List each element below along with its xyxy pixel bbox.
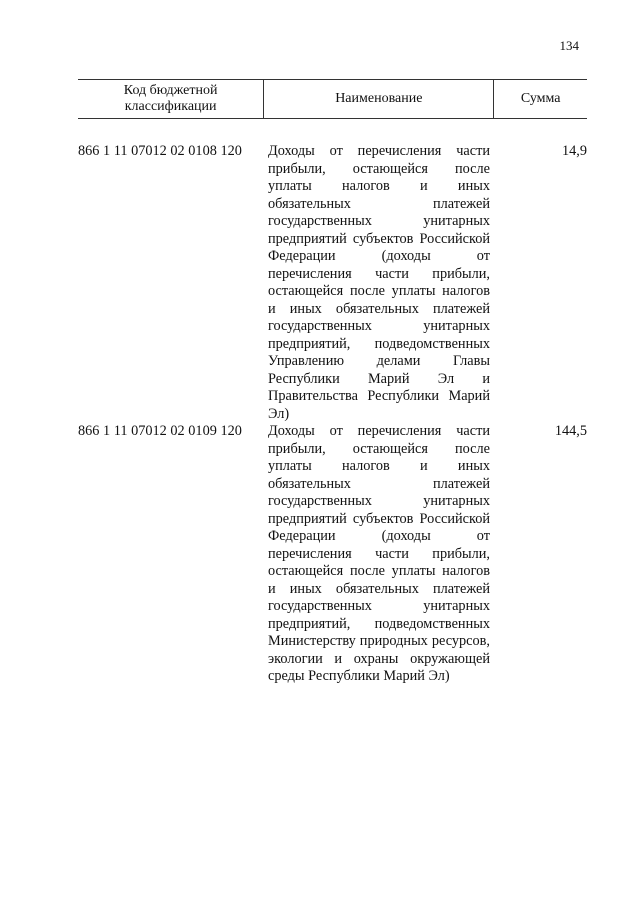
header-sum: Сумма [520,91,561,106]
row-sum: 144,5 [554,423,587,439]
row-name: Доходы от перечисления части прибыли, остающейся после уплаты налогов и иных обязательных платежей государственных унитарных предприятий субъектов Российской Федерации (доходы от перечисления части прибыли, остающейся после уплаты налогов и иных обязательных платежей государственных унитарных предприятий, подведомственных Управлению делами Главы Республики Марий Эл и Правительства Республики Марий Эл) [268,143,490,422]
page-number: 134 [559,38,579,53]
row-name: Доходы от перечисления части прибыли, остающейся после уплаты налогов и иных обязательных платежей государственных унитарных предприятий субъектов Российской Федерации (доходы от перечисления части прибыли, остающейся после уплаты налогов и иных обязательных платежей государственных унитарных предприятий, подведомственных Министерству природных ресурсов, экологии и охраны окружающей среды Республики Марий Эл) [268,423,490,684]
header-code: Код бюджетной классификации [78,80,264,118]
header-name: Наименование [264,80,494,118]
table-row [78,143,587,423]
row-code: 866 1 11 07012 02 0108 120 [78,143,242,159]
row-code: 866 1 11 07012 02 0109 120 [78,423,242,439]
table-row [78,423,587,686]
budget-table [78,79,587,686]
table-body [78,143,587,686]
row-sum: 14,9 [561,143,587,159]
table-header [78,79,587,119]
